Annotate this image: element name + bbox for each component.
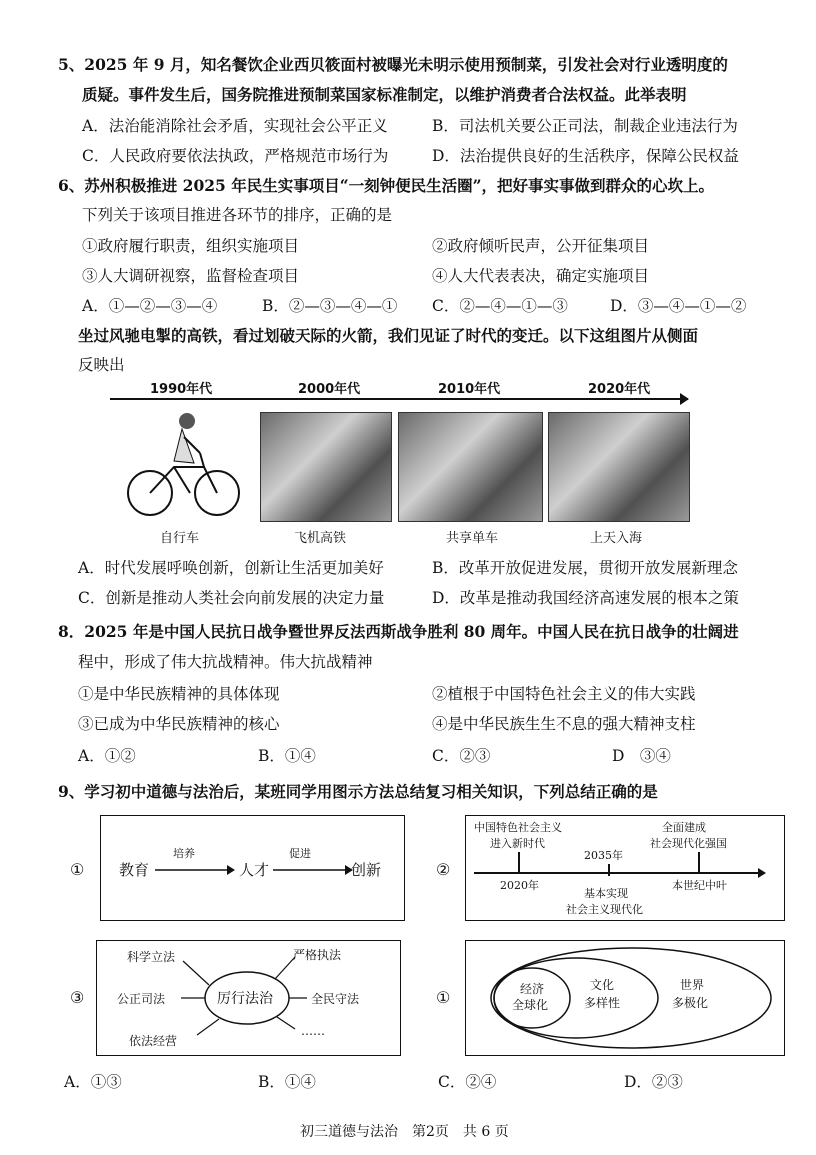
era-2020s: 2020年代 <box>588 382 651 397</box>
node-innovation: 创新 <box>351 861 382 879</box>
label-world-2: 多极化 <box>672 996 709 1010</box>
label-build-1: 全面建成 <box>662 821 706 834</box>
caption-bicycle: 自行车 <box>160 531 200 546</box>
node-law-abiding: 全民守法 <box>311 992 360 1006</box>
q6-stem-line1: 6、苏州积极推进 2025 年民生实事项目“一刻钟便民生活圈”，把好事实事做到群众的心坎上。 <box>58 176 715 195</box>
label-mid-century: 本世纪中叶 <box>672 879 727 892</box>
tick-mid-century <box>698 852 700 872</box>
timeline-arrowhead <box>680 393 689 405</box>
label-basic-2: 社会主义现代化 <box>566 903 643 916</box>
timeline-axis <box>110 398 688 400</box>
q6-item-4: ④人大代表表决，确定实施项目 <box>432 267 650 285</box>
q7-option-d: D．改革是推动我国经济高速发展的根本之策 <box>432 589 739 607</box>
label-economic-1: 经济 <box>520 982 545 996</box>
q7-option-a: A．时代发展呼唤创新，创新让生活更加美好 <box>78 559 384 577</box>
q6-option-d: D．③—④—①—② <box>610 297 747 315</box>
q8-item-2: ②植根于中国特色社会主义的伟大实践 <box>432 685 696 703</box>
q5-option-c: C．人民政府要依法执政，严格规范市场行为 <box>82 147 389 165</box>
q6-item-2: ②政府倾听民声，公开征集项目 <box>432 237 650 255</box>
q9-option-a: A．①③ <box>64 1073 122 1091</box>
node-ellipsis: …… <box>301 1024 325 1038</box>
q5-option-a: A．法治能消除社会矛盾，实现社会公平正义 <box>82 117 388 135</box>
q5-option-d: D．法治提供良好的生活秩序，保障公民权益 <box>432 147 739 165</box>
q5-stem-line2: 质疑。事件发生后，国务院推进预制菜国家标准制定，以维护消费者合法权益。此举表明 <box>82 85 687 104</box>
center-rule-of-law: 厉行法治 <box>217 991 273 1007</box>
label-new-era-1: 中国特色社会主义 <box>474 821 562 834</box>
diagram1-number: ① <box>70 860 85 879</box>
node-fair-justice: 公正司法 <box>117 992 166 1006</box>
diagram4-nested-circles <box>465 940 785 1056</box>
q7-stem-line2: 反映出 <box>78 356 125 374</box>
diagram3-rule-of-law <box>96 940 401 1056</box>
diagram4-number: ① <box>436 988 451 1007</box>
q7-option-c: C．创新是推动人类社会向前发展的决定力量 <box>78 589 385 607</box>
era-2010s: 2010年代 <box>438 382 501 397</box>
q8-stem-line2: 程中，形成了伟大抗战精神。伟大抗战精神 <box>78 653 373 671</box>
arrow-right-icon <box>155 864 235 876</box>
caption-plane-train: 飞机高铁 <box>294 531 347 546</box>
q9-option-c: C．②④ <box>438 1073 497 1091</box>
arrowhead-icon <box>758 868 766 878</box>
node-lawful-business: 依法经营 <box>129 1034 178 1048</box>
label-2035: 2035年 <box>584 849 623 862</box>
node-education: 教育 <box>119 861 150 879</box>
label-world-1: 世界 <box>680 978 705 992</box>
q7-option-b: B．改革开放促进发展，贯彻开放发展新理念 <box>432 559 738 577</box>
q8-stem-line1: 8．2025 年是中国人民抗日战争暨世界反法西斯战争胜利 80 周年。中国人民在抗日战争的壮阔进 <box>58 622 739 641</box>
label-2020: 2020年 <box>500 879 539 892</box>
diagram2-timeline <box>465 815 785 921</box>
node-strict-enforcement: 严格执法 <box>293 948 342 962</box>
page-footer: 初三道德与法治 第2页 共 6 页 <box>300 1124 509 1140</box>
shared-bikes-photo <box>398 412 543 522</box>
diagram1-education-flow <box>100 815 405 921</box>
caption-sky-sea: 上天入海 <box>590 531 643 546</box>
diagram3-number: ③ <box>70 988 85 1007</box>
node-scientific-legislation: 科学立法 <box>127 950 176 964</box>
q8-option-c: C．②③ <box>432 747 491 765</box>
q8-item-4: ④是中华民族生生不息的强大精神支柱 <box>432 715 696 733</box>
bicycle-rider-illustration <box>112 405 247 517</box>
q8-option-d: D ③④ <box>612 747 671 765</box>
q6-option-b: B．②—③—④—① <box>262 297 398 315</box>
diagram2-number: ② <box>436 860 451 879</box>
rocket-launch-photo <box>548 412 690 522</box>
label-basic-1: 基本实现 <box>584 887 628 900</box>
q6-stem-line2: 下列关于该项目推进各环节的排序，正确的是 <box>82 206 393 224</box>
label-culture-2: 多样性 <box>584 996 621 1010</box>
q8-item-3: ③已成为中华民族精神的核心 <box>78 715 280 733</box>
q6-option-a: A．①—②—③—④ <box>82 297 218 315</box>
label-culture-1: 文化 <box>590 978 615 992</box>
q6-item-3: ③人大调研视察，监督检查项目 <box>82 267 300 285</box>
tick-2020 <box>518 852 520 872</box>
q8-option-b: B．①④ <box>258 747 316 765</box>
q5-stem-line1: 5、2025 年 9 月，知名餐饮企业西贝筱面村被曝光未明示使用预制菜，引发社会对行业透明度的 <box>58 55 728 74</box>
label-economic-2: 全球化 <box>512 998 549 1012</box>
arrow-right-icon <box>273 864 353 876</box>
tick-2035 <box>608 864 610 876</box>
q5-option-b: B．司法机关要公正司法，制裁企业违法行为 <box>432 117 738 135</box>
caption-shared-bike: 共享单车 <box>446 531 499 546</box>
timeline-line <box>474 872 762 874</box>
q6-item-1: ①政府履行职责，组织实施项目 <box>82 237 300 255</box>
era-1990s: 1990年代 <box>150 382 213 397</box>
q7-stem-line1: 坐过风驰电掣的高铁，看过划破天际的火箭，我们见证了时代的变迁。以下这组图片从侧面 <box>78 326 699 345</box>
label-build-2: 社会现代化强国 <box>650 837 727 850</box>
node-talent: 人才 <box>239 861 270 879</box>
q9-stem: 9、学习初中道德与法治后，某班同学用图示方法总结复习相关知识，下列总结正确的是 <box>58 782 658 801</box>
arrow-label-cultivate: 培养 <box>173 847 195 860</box>
q9-option-d: D．②③ <box>624 1073 683 1091</box>
label-new-era-2: 进入新时代 <box>490 837 545 850</box>
q6-option-c: C．②—④—①—③ <box>432 297 568 315</box>
q8-item-1: ①是中华民族精神的具体体现 <box>78 685 280 703</box>
q8-option-a: A．①② <box>78 747 136 765</box>
arrow-label-promote: 促进 <box>289 847 311 860</box>
q9-option-b: B．①④ <box>258 1073 316 1091</box>
high-speed-train-photo <box>260 412 392 522</box>
era-2000s: 2000年代 <box>298 382 361 397</box>
